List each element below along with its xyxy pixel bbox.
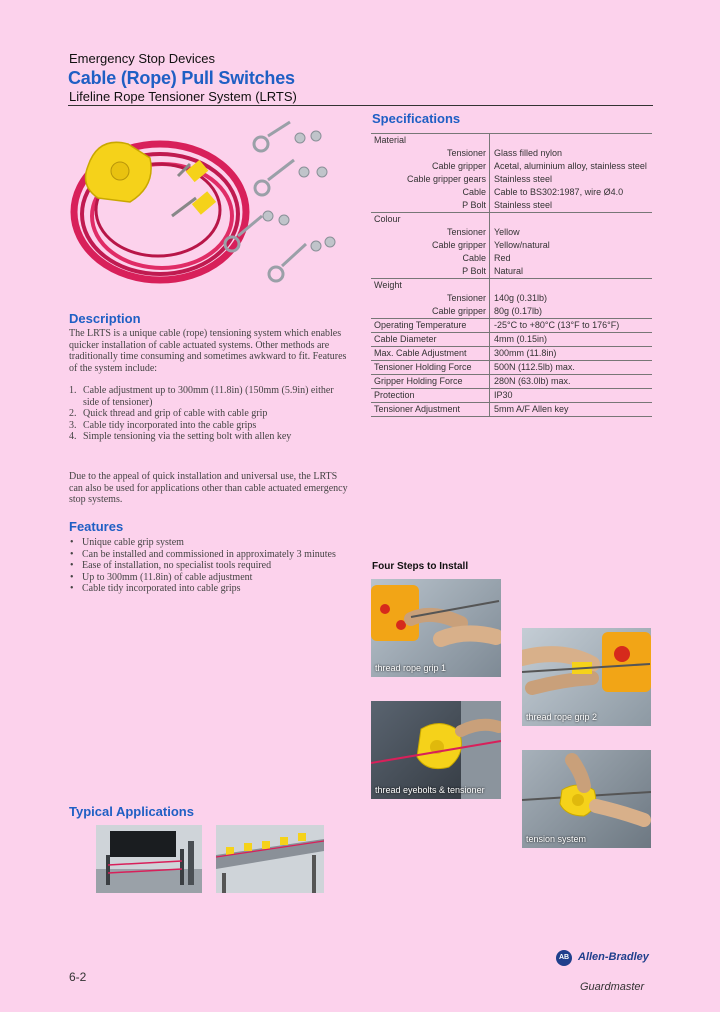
spec-key: Tensioner bbox=[446, 148, 486, 158]
spec-value: Yellow/natural bbox=[490, 239, 653, 252]
install-step-2-photo bbox=[522, 628, 651, 726]
spec-value: Natural bbox=[490, 265, 653, 279]
spec-key: Tensioner bbox=[446, 293, 486, 303]
spec-key: Cable gripper bbox=[431, 240, 486, 250]
spec-key: Tensioner Adjustment bbox=[371, 403, 490, 417]
spec-key: Cable gripper bbox=[431, 161, 486, 171]
spec-key: Cable gripper bbox=[371, 305, 490, 319]
spec-key: P Bolt bbox=[371, 265, 490, 279]
description-outro: Due to the appeal of quick installation and universal use, the LRTS can also be used for applications other than cable actuated emergency stop systems. bbox=[69, 471, 348, 505]
applications-heading: Typical Applications bbox=[69, 804, 194, 819]
category-label: Emergency Stop Devices bbox=[69, 51, 215, 66]
install-step-4-caption: tension system bbox=[526, 834, 587, 844]
spec-key: Max. Cable Adjustment bbox=[371, 347, 490, 361]
spec-group-label: Material bbox=[371, 134, 490, 148]
spec-value: Glass filled nylon bbox=[490, 147, 653, 160]
spec-key: Operating Temperature bbox=[371, 319, 490, 333]
install-step-1-caption: thread rope grip 1 bbox=[375, 663, 447, 673]
spec-key: Cable Diameter bbox=[371, 333, 490, 347]
page-number: 6-2 bbox=[69, 970, 87, 984]
install-step-4-photo bbox=[522, 750, 651, 848]
spec-value: 80g (0.17lb) bbox=[490, 305, 653, 319]
spec-value: 140g (0.31lb) bbox=[490, 292, 653, 305]
spec-value: 500N (112.5lb) max. bbox=[490, 361, 653, 375]
list-item: • Cable tidy incorporated into cable grips bbox=[69, 583, 359, 595]
list-item: • Unique cable grip system bbox=[69, 537, 359, 549]
spec-value: Stainless steel bbox=[490, 199, 653, 213]
ab-badge-text: AB bbox=[558, 954, 570, 961]
spec-key: Cable bbox=[462, 187, 486, 197]
features-list bbox=[69, 537, 359, 595]
spec-key: Cable bbox=[462, 253, 486, 263]
list-item: • Up to 300mm (11.8in) of cable adjustment bbox=[69, 572, 359, 584]
spec-key: Tensioner Holding Force bbox=[371, 361, 490, 375]
spec-key: Protection bbox=[371, 389, 490, 403]
spec-value: Red bbox=[490, 252, 653, 265]
spec-value: Yellow bbox=[490, 226, 653, 239]
allen-bradley-logo bbox=[556, 950, 572, 966]
spec-value: Acetal, aluminium alloy, stainless steel bbox=[490, 160, 653, 173]
brand-name: Allen-Bradley bbox=[578, 951, 649, 963]
description-intro: The LRTS is a unique cable (rope) tensioning system which enables quicker installation of cable actuated systems. Other methods are traditionally time consuming and sometimes awkward to fit. Features of the system include: bbox=[69, 328, 347, 374]
specifications-heading: Specifications bbox=[372, 111, 461, 126]
list-item: 3. Cable tidy incorporated into the cable grips bbox=[69, 419, 257, 431]
spec-value: 280N (63.0lb) max. bbox=[490, 375, 653, 389]
list-item: 1. Cable adjustment up to 300mm (11.8in) (150mm (5.9in) either side of tensioner) bbox=[69, 385, 334, 408]
install-heading: Four Steps to Install bbox=[372, 561, 469, 572]
list-item: 4. Simple tensioning via the setting bolt with allen key bbox=[69, 431, 292, 442]
install-step-3-caption: thread eyebolts & tensioner bbox=[375, 785, 485, 795]
spec-value: 300mm (11.8in) bbox=[490, 347, 653, 361]
spec-key: Cable gripper gears bbox=[406, 174, 486, 184]
description-list bbox=[69, 385, 349, 443]
spec-value: 4mm (0.15in) bbox=[490, 333, 653, 347]
list-item: • Ease of installation, no specialist tools required bbox=[69, 560, 359, 572]
spec-value: Cable to BS302:1987, wire Ø4.0 bbox=[490, 186, 653, 199]
install-step-3-photo bbox=[371, 701, 501, 799]
page-subtitle: Lifeline Rope Tensioner System (LRTS) bbox=[69, 89, 297, 104]
specifications-table bbox=[371, 133, 652, 417]
spec-key: Gripper Holding Force bbox=[371, 375, 490, 389]
spec-key: Tensioner bbox=[446, 227, 486, 237]
features-heading: Features bbox=[69, 519, 124, 534]
page-title: Cable (Rope) Pull Switches bbox=[68, 68, 295, 88]
install-step-2-caption: thread rope grip 2 bbox=[526, 712, 598, 722]
spec-key: P Bolt bbox=[371, 199, 490, 213]
application-photo-1 bbox=[96, 825, 202, 893]
spec-group-label: Colour bbox=[374, 214, 401, 224]
spec-value: Stainless steel bbox=[490, 173, 653, 186]
spec-value: 5mm A/F Allen key bbox=[490, 403, 653, 417]
application-photo-2 bbox=[216, 825, 324, 893]
sub-brand-name: Guardmaster bbox=[580, 981, 645, 993]
spec-value: IP30 bbox=[490, 389, 653, 403]
description-heading: Description bbox=[69, 311, 141, 326]
product-photo bbox=[68, 116, 356, 296]
spec-group-label: Weight bbox=[374, 280, 402, 290]
list-item: • Can be installed and commissioned in approximately 3 minutes bbox=[69, 549, 359, 561]
install-step-1-photo bbox=[371, 579, 501, 677]
spec-value: -25°C to +80°C (13°F to 176°F) bbox=[490, 319, 653, 333]
list-item: 2. Quick thread and grip of cable with cable grip bbox=[69, 408, 268, 419]
header-rule bbox=[68, 105, 653, 106]
